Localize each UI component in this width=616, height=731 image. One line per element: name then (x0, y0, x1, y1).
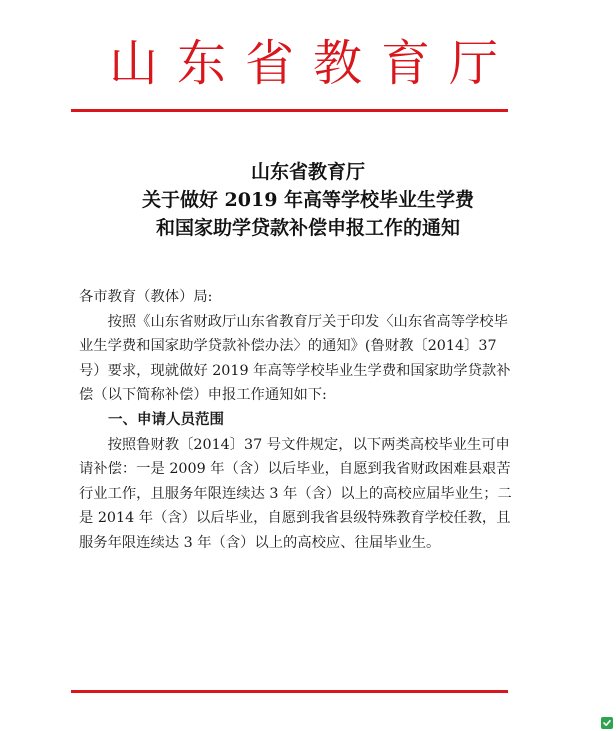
footer-red-rule (71, 690, 508, 693)
letterhead-title: 山东省教育厅 (108, 35, 517, 92)
title-line-2: 关于做好 2019 年高等学校毕业生学费 (141, 189, 475, 211)
check-icon (601, 717, 613, 729)
salutation: 各市教育（教体）局: (79, 289, 213, 305)
paragraph-intro: 按照《山东省财政厅山东省教育厅关于印发〈山东省高等学校毕业生学费和国家助学贷款补偿办法〉的通知》(鲁财教〔2014〕37 号）要求，现就做好 2019 年高等学校毕业生学费和国家助学贷款补偿（以下简称补偿）申报工作通知如下: (79, 313, 511, 404)
title-line-3: 和国家助学贷款补偿申报工作的通知 (155, 217, 460, 239)
document-body (79, 285, 521, 556)
document-title (0, 158, 616, 242)
section-heading-1: 一、申请人员范围 (108, 411, 224, 428)
letterhead-red-rule (71, 109, 508, 112)
title-line-1: 山东省教育厅 (250, 161, 365, 183)
paragraph-eligibility: 按照鲁财教〔2014〕37 号文件规定，以下两类高校毕业生可申请补偿：一是 2009 年（含）以后毕业，自愿到我省财政困难县艰苦行业工作，且服务年限连续达 3 年（含）以上的高校应届毕业生；二是 2014 年（含）以后毕业，自愿到我省县级特殊教育学校任教，且服务年限连续达 3 年（含）以上的高校应、往届毕业生。 (79, 436, 512, 551)
